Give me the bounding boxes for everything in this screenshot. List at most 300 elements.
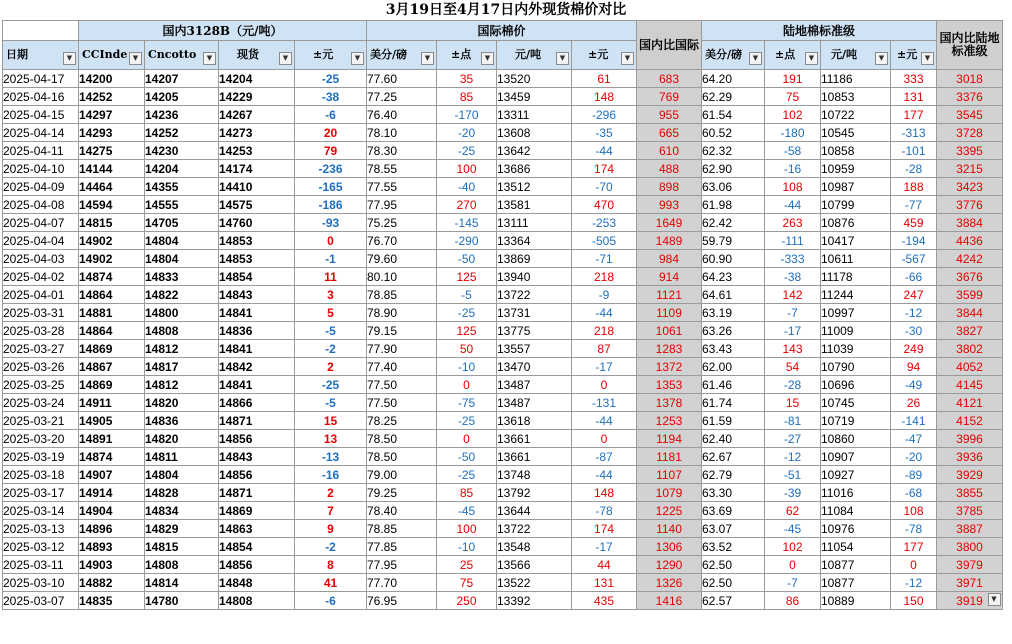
cncotton-cell[interactable]: 14252 <box>145 124 219 142</box>
pm-yuan-3-cell[interactable]: -567 <box>891 250 937 268</box>
pm-pt-cell[interactable]: 0 <box>437 430 497 448</box>
pm-pt-2-cell[interactable]: -38 <box>765 268 821 286</box>
pm-yuan-cell[interactable]: -5 <box>295 394 367 412</box>
pm-yuan-3-cell[interactable]: -194 <box>891 232 937 250</box>
pm-pt-cell[interactable]: -10 <box>437 538 497 556</box>
yuan-ton-cell[interactable]: 13548 <box>497 538 572 556</box>
date-cell[interactable]: 2025-03-07 <box>3 592 79 610</box>
cmp-inland-cell[interactable]: 3919 <box>937 592 1003 610</box>
pm-yuan-cell[interactable]: -5 <box>295 322 367 340</box>
cmp-inland-cell[interactable]: 3776 <box>937 196 1003 214</box>
yuan-ton-cell[interactable]: 13661 <box>497 430 572 448</box>
pm-yuan-3-cell[interactable]: -101 <box>891 142 937 160</box>
pm-yuan-cell[interactable]: 5 <box>295 304 367 322</box>
cncotton-cell[interactable]: 14822 <box>145 286 219 304</box>
usc-lb-cell[interactable]: 76.95 <box>367 592 437 610</box>
pm-yuan-3-cell[interactable]: -12 <box>891 304 937 322</box>
cmp-inland-cell[interactable]: 3996 <box>937 430 1003 448</box>
spot-cell[interactable]: 14760 <box>219 214 295 232</box>
usc-lb-2-cell[interactable]: 61.74 <box>702 394 765 412</box>
header-usc-lb[interactable]: 美分/磅 ▼ <box>367 41 437 70</box>
pm-yuan-cell[interactable]: -16 <box>295 466 367 484</box>
spot-cell[interactable]: 14848 <box>219 574 295 592</box>
cncotton-cell[interactable]: 14804 <box>145 466 219 484</box>
pm-pt-2-cell[interactable]: 143 <box>765 340 821 358</box>
pm-pt-cell[interactable]: -170 <box>437 106 497 124</box>
ccindex-cell[interactable]: 14905 <box>79 412 145 430</box>
spot-cell[interactable]: 14856 <box>219 556 295 574</box>
date-cell[interactable]: 2025-04-01 <box>3 286 79 304</box>
pm-yuan-2-cell[interactable]: 131 <box>572 574 637 592</box>
yuan-ton-cell[interactable]: 13581 <box>497 196 572 214</box>
ccindex-cell[interactable]: 14200 <box>79 70 145 88</box>
pm-pt-2-cell[interactable]: -7 <box>765 304 821 322</box>
header-pm-yuan-2[interactable]: ±元 ▼ <box>572 41 637 70</box>
ccindex-cell[interactable]: 14882 <box>79 574 145 592</box>
pm-yuan-cell[interactable]: 2 <box>295 484 367 502</box>
spot-cell[interactable]: 14575 <box>219 196 295 214</box>
usc-lb-cell[interactable]: 78.25 <box>367 412 437 430</box>
yuan-ton-cell[interactable]: 13557 <box>497 340 572 358</box>
pm-yuan-2-cell[interactable]: -9 <box>572 286 637 304</box>
yuan-ton-2-cell[interactable]: 10745 <box>821 394 891 412</box>
cmp-inland-cell[interactable]: 3827 <box>937 322 1003 340</box>
pm-yuan-2-cell[interactable]: -78 <box>572 502 637 520</box>
filter-dropdown-icon[interactable]: ▼ <box>621 52 634 65</box>
cmp-inland-cell[interactable]: 4052 <box>937 358 1003 376</box>
date-cell[interactable]: 2025-04-03 <box>3 250 79 268</box>
date-cell[interactable]: 2025-03-21 <box>3 412 79 430</box>
ccindex-cell[interactable]: 14864 <box>79 322 145 340</box>
header-spot[interactable]: 现货 ▼ <box>219 41 295 70</box>
pm-yuan-3-cell[interactable]: -47 <box>891 430 937 448</box>
yuan-ton-2-cell[interactable]: 10696 <box>821 376 891 394</box>
pm-pt-2-cell[interactable]: -12 <box>765 448 821 466</box>
yuan-ton-cell[interactable]: 13722 <box>497 520 572 538</box>
pm-pt-2-cell[interactable]: 263 <box>765 214 821 232</box>
pm-pt-cell[interactable]: -290 <box>437 232 497 250</box>
spot-cell[interactable]: 14842 <box>219 358 295 376</box>
date-cell[interactable]: 2025-03-24 <box>3 394 79 412</box>
cncotton-cell[interactable]: 14230 <box>145 142 219 160</box>
yuan-ton-2-cell[interactable]: 10877 <box>821 556 891 574</box>
pm-pt-2-cell[interactable]: 54 <box>765 358 821 376</box>
header-yuan-ton[interactable]: 元/吨 ▼ <box>497 41 572 70</box>
filter-dropdown-icon[interactable]: ▼ <box>421 52 434 65</box>
yuan-ton-2-cell[interactable]: 10790 <box>821 358 891 376</box>
usc-lb-cell[interactable]: 77.50 <box>367 394 437 412</box>
header-usc-lb-2[interactable]: 美分/磅 ▼ <box>702 41 765 70</box>
spot-cell[interactable]: 14267 <box>219 106 295 124</box>
pm-yuan-cell[interactable]: -236 <box>295 160 367 178</box>
usc-lb-cell[interactable]: 78.40 <box>367 502 437 520</box>
cmp-intl-cell[interactable]: 1181 <box>637 448 702 466</box>
filter-dropdown-icon[interactable]: ▼ <box>875 52 888 65</box>
yuan-ton-cell[interactable]: 13487 <box>497 394 572 412</box>
usc-lb-cell[interactable]: 77.90 <box>367 340 437 358</box>
cmp-intl-cell[interactable]: 665 <box>637 124 702 142</box>
ccindex-cell[interactable]: 14293 <box>79 124 145 142</box>
usc-lb-cell[interactable]: 78.50 <box>367 430 437 448</box>
cncotton-cell[interactable]: 14834 <box>145 502 219 520</box>
cmp-intl-cell[interactable]: 1121 <box>637 286 702 304</box>
usc-lb-cell[interactable]: 76.40 <box>367 106 437 124</box>
ccindex-cell[interactable]: 14869 <box>79 340 145 358</box>
ccindex-cell[interactable]: 14904 <box>79 502 145 520</box>
ccindex-cell[interactable]: 14297 <box>79 106 145 124</box>
pm-pt-2-cell[interactable]: -7 <box>765 574 821 592</box>
usc-lb-cell[interactable]: 75.25 <box>367 214 437 232</box>
pm-yuan-2-cell[interactable]: 148 <box>572 88 637 106</box>
usc-lb-cell[interactable]: 77.95 <box>367 556 437 574</box>
pm-yuan-3-cell[interactable]: -12 <box>891 574 937 592</box>
pm-pt-cell[interactable]: 0 <box>437 376 497 394</box>
pm-yuan-cell[interactable]: -13 <box>295 448 367 466</box>
cmp-inland-cell[interactable]: 3979 <box>937 556 1003 574</box>
cmp-intl-cell[interactable]: 955 <box>637 106 702 124</box>
spot-cell[interactable]: 14204 <box>219 70 295 88</box>
pm-yuan-cell[interactable]: 13 <box>295 430 367 448</box>
usc-lb-2-cell[interactable]: 62.00 <box>702 358 765 376</box>
yuan-ton-2-cell[interactable]: 10959 <box>821 160 891 178</box>
usc-lb-2-cell[interactable]: 60.52 <box>702 124 765 142</box>
pm-pt-cell[interactable]: 250 <box>437 592 497 610</box>
yuan-ton-cell[interactable]: 13522 <box>497 574 572 592</box>
pm-pt-2-cell[interactable]: 102 <box>765 106 821 124</box>
usc-lb-cell[interactable]: 78.50 <box>367 448 437 466</box>
filter-dropdown-icon[interactable]: ▼ <box>129 52 142 65</box>
spot-cell[interactable]: 14843 <box>219 448 295 466</box>
pm-yuan-2-cell[interactable]: 0 <box>572 430 637 448</box>
pm-yuan-cell[interactable]: -6 <box>295 592 367 610</box>
usc-lb-2-cell[interactable]: 61.54 <box>702 106 765 124</box>
cmp-inland-cell[interactable]: 3395 <box>937 142 1003 160</box>
usc-lb-cell[interactable]: 79.25 <box>367 484 437 502</box>
cncotton-cell[interactable]: 14800 <box>145 304 219 322</box>
pm-yuan-2-cell[interactable]: -17 <box>572 358 637 376</box>
pm-pt-cell[interactable]: 85 <box>437 88 497 106</box>
date-cell[interactable]: 2025-04-17 <box>3 70 79 88</box>
pm-yuan-cell[interactable]: 20 <box>295 124 367 142</box>
usc-lb-cell[interactable]: 77.55 <box>367 178 437 196</box>
date-cell[interactable]: 2025-03-18 <box>3 466 79 484</box>
cmp-inland-cell[interactable]: 3676 <box>937 268 1003 286</box>
pm-pt-2-cell[interactable]: -39 <box>765 484 821 502</box>
yuan-ton-cell[interactable]: 13566 <box>497 556 572 574</box>
usc-lb-2-cell[interactable]: 62.79 <box>702 466 765 484</box>
pm-pt-2-cell[interactable]: 108 <box>765 178 821 196</box>
cncotton-cell[interactable]: 14812 <box>145 376 219 394</box>
pm-yuan-3-cell[interactable]: -20 <box>891 448 937 466</box>
yuan-ton-cell[interactable]: 13792 <box>497 484 572 502</box>
pm-pt-2-cell[interactable]: -44 <box>765 196 821 214</box>
yuan-ton-2-cell[interactable]: 11039 <box>821 340 891 358</box>
ccindex-cell[interactable]: 14907 <box>79 466 145 484</box>
spot-cell[interactable]: 14854 <box>219 268 295 286</box>
cmp-intl-cell[interactable]: 1306 <box>637 538 702 556</box>
date-cell[interactable]: 2025-04-04 <box>3 232 79 250</box>
usc-lb-cell[interactable]: 77.60 <box>367 70 437 88</box>
pm-yuan-cell[interactable]: 11 <box>295 268 367 286</box>
pm-yuan-3-cell[interactable]: 177 <box>891 538 937 556</box>
usc-lb-2-cell[interactable]: 64.20 <box>702 70 765 88</box>
header-cmp-inland[interactable]: 国内比陆地标准级 <box>937 21 1003 70</box>
usc-lb-2-cell[interactable]: 61.59 <box>702 412 765 430</box>
yuan-ton-cell[interactable]: 13940 <box>497 268 572 286</box>
header-cmp-intl[interactable]: 国内比国际 ▼ <box>637 21 702 70</box>
yuan-ton-2-cell[interactable]: 10877 <box>821 574 891 592</box>
yuan-ton-cell[interactable]: 13618 <box>497 412 572 430</box>
pm-yuan-cell[interactable]: -25 <box>295 70 367 88</box>
cncotton-cell[interactable]: 14812 <box>145 340 219 358</box>
ccindex-cell[interactable]: 14914 <box>79 484 145 502</box>
date-cell[interactable]: 2025-04-14 <box>3 124 79 142</box>
date-cell[interactable]: 2025-04-02 <box>3 268 79 286</box>
usc-lb-2-cell[interactable]: 63.52 <box>702 538 765 556</box>
usc-lb-2-cell[interactable]: 64.23 <box>702 268 765 286</box>
pm-pt-cell[interactable]: 270 <box>437 196 497 214</box>
yuan-ton-cell[interactable]: 13364 <box>497 232 572 250</box>
pm-pt-2-cell[interactable]: 75 <box>765 88 821 106</box>
pm-yuan-3-cell[interactable]: 177 <box>891 106 937 124</box>
cmp-intl-cell[interactable]: 488 <box>637 160 702 178</box>
ccindex-cell[interactable]: 14835 <box>79 592 145 610</box>
filter-dropdown-icon[interactable]: ▼ <box>279 52 292 65</box>
yuan-ton-2-cell[interactable]: 10858 <box>821 142 891 160</box>
usc-lb-2-cell[interactable]: 62.50 <box>702 556 765 574</box>
pm-pt-cell[interactable]: -20 <box>437 124 497 142</box>
pm-yuan-cell[interactable]: -2 <box>295 538 367 556</box>
yuan-ton-cell[interactable]: 13470 <box>497 358 572 376</box>
ccindex-cell[interactable]: 14464 <box>79 178 145 196</box>
date-cell[interactable]: 2025-03-11 <box>3 556 79 574</box>
cmp-intl-cell[interactable]: 898 <box>637 178 702 196</box>
cmp-inland-cell[interactable]: 3018 <box>937 70 1003 88</box>
pm-pt-cell[interactable]: -25 <box>437 412 497 430</box>
yuan-ton-cell[interactable]: 13512 <box>497 178 572 196</box>
yuan-ton-cell[interactable]: 13686 <box>497 160 572 178</box>
pm-yuan-2-cell[interactable]: -70 <box>572 178 637 196</box>
yuan-ton-2-cell[interactable]: 11084 <box>821 502 891 520</box>
pm-yuan-3-cell[interactable]: -141 <box>891 412 937 430</box>
usc-lb-cell[interactable]: 78.85 <box>367 520 437 538</box>
pm-yuan-cell[interactable]: 79 <box>295 142 367 160</box>
header-pm-yuan[interactable]: ±元 ▼ <box>295 41 367 70</box>
pm-pt-2-cell[interactable]: 0 <box>765 556 821 574</box>
pm-pt-cell[interactable]: 75 <box>437 574 497 592</box>
pm-yuan-3-cell[interactable]: 459 <box>891 214 937 232</box>
pm-yuan-2-cell[interactable]: -253 <box>572 214 637 232</box>
usc-lb-2-cell[interactable]: 62.57 <box>702 592 765 610</box>
pm-pt-cell[interactable]: 50 <box>437 340 497 358</box>
cncotton-cell[interactable]: 14236 <box>145 106 219 124</box>
pm-yuan-3-cell[interactable]: -66 <box>891 268 937 286</box>
ccindex-cell[interactable]: 14867 <box>79 358 145 376</box>
cncotton-cell[interactable]: 14814 <box>145 574 219 592</box>
pm-pt-2-cell[interactable]: 102 <box>765 538 821 556</box>
usc-lb-cell[interactable]: 79.15 <box>367 322 437 340</box>
cmp-inland-cell[interactable]: 3376 <box>937 88 1003 106</box>
usc-lb-2-cell[interactable]: 61.46 <box>702 376 765 394</box>
date-cell[interactable]: 2025-04-10 <box>3 160 79 178</box>
cmp-inland-cell[interactable]: 3800 <box>937 538 1003 556</box>
cmp-intl-cell[interactable]: 1649 <box>637 214 702 232</box>
cmp-intl-cell[interactable]: 1109 <box>637 304 702 322</box>
cncotton-cell[interactable]: 14204 <box>145 160 219 178</box>
usc-lb-2-cell[interactable]: 62.90 <box>702 160 765 178</box>
ccindex-cell[interactable]: 14881 <box>79 304 145 322</box>
pm-yuan-2-cell[interactable]: 218 <box>572 322 637 340</box>
yuan-ton-2-cell[interactable]: 10722 <box>821 106 891 124</box>
spot-cell[interactable]: 14841 <box>219 376 295 394</box>
yuan-ton-cell[interactable]: 13661 <box>497 448 572 466</box>
pm-pt-cell[interactable]: -50 <box>437 250 497 268</box>
cmp-inland-cell[interactable]: 4242 <box>937 250 1003 268</box>
pm-yuan-2-cell[interactable]: -131 <box>572 394 637 412</box>
pm-pt-2-cell[interactable]: 62 <box>765 502 821 520</box>
cmp-inland-cell[interactable]: 3844 <box>937 304 1003 322</box>
ccindex-cell[interactable]: 14874 <box>79 448 145 466</box>
cmp-intl-cell[interactable]: 683 <box>637 70 702 88</box>
cmp-inland-cell[interactable]: 3728 <box>937 124 1003 142</box>
pm-yuan-cell[interactable]: -186 <box>295 196 367 214</box>
cmp-inland-cell[interactable]: 4436 <box>937 232 1003 250</box>
pm-pt-2-cell[interactable]: 191 <box>765 70 821 88</box>
header-pm-pt-2[interactable]: ±点 ▼ <box>765 41 821 70</box>
cncotton-cell[interactable]: 14808 <box>145 556 219 574</box>
ccindex-cell[interactable]: 14144 <box>79 160 145 178</box>
usc-lb-cell[interactable]: 77.85 <box>367 538 437 556</box>
usc-lb-cell[interactable]: 76.70 <box>367 232 437 250</box>
pm-yuan-3-cell[interactable]: -78 <box>891 520 937 538</box>
header-date[interactable]: 日期 ▼ <box>3 41 79 70</box>
cmp-intl-cell[interactable]: 1378 <box>637 394 702 412</box>
date-cell[interactable]: 2025-03-27 <box>3 340 79 358</box>
spot-cell[interactable]: 14869 <box>219 502 295 520</box>
yuan-ton-2-cell[interactable]: 10853 <box>821 88 891 106</box>
pm-pt-cell[interactable]: -40 <box>437 178 497 196</box>
cmp-intl-cell[interactable]: 1079 <box>637 484 702 502</box>
spot-cell[interactable]: 14853 <box>219 232 295 250</box>
usc-lb-cell[interactable]: 78.30 <box>367 142 437 160</box>
pm-pt-2-cell[interactable]: -180 <box>765 124 821 142</box>
pm-pt-2-cell[interactable]: -45 <box>765 520 821 538</box>
filter-dropdown-icon[interactable]: ▼ <box>921 52 934 65</box>
usc-lb-2-cell[interactable]: 60.90 <box>702 250 765 268</box>
ccindex-cell[interactable]: 14815 <box>79 214 145 232</box>
cmp-inland-cell[interactable]: 3887 <box>937 520 1003 538</box>
yuan-ton-cell[interactable]: 13392 <box>497 592 572 610</box>
usc-lb-2-cell[interactable]: 63.07 <box>702 520 765 538</box>
yuan-ton-cell[interactable]: 13459 <box>497 88 572 106</box>
cmp-inland-cell[interactable]: 3215 <box>937 160 1003 178</box>
pm-yuan-3-cell[interactable]: -28 <box>891 160 937 178</box>
usc-lb-cell[interactable]: 80.10 <box>367 268 437 286</box>
usc-lb-2-cell[interactable]: 63.26 <box>702 322 765 340</box>
date-cell[interactable]: 2025-04-15 <box>3 106 79 124</box>
pm-pt-cell[interactable]: -10 <box>437 358 497 376</box>
date-cell[interactable]: 2025-03-25 <box>3 376 79 394</box>
ccindex-cell[interactable]: 14903 <box>79 556 145 574</box>
usc-lb-cell[interactable]: 78.90 <box>367 304 437 322</box>
pm-yuan-cell[interactable]: 41 <box>295 574 367 592</box>
date-cell[interactable]: 2025-04-09 <box>3 178 79 196</box>
yuan-ton-2-cell[interactable]: 10545 <box>821 124 891 142</box>
pm-yuan-3-cell[interactable]: -77 <box>891 196 937 214</box>
ccindex-cell[interactable]: 14275 <box>79 142 145 160</box>
cmp-inland-cell[interactable]: 3884 <box>937 214 1003 232</box>
pm-yuan-2-cell[interactable]: 174 <box>572 160 637 178</box>
cmp-intl-cell[interactable]: 914 <box>637 268 702 286</box>
pm-yuan-cell[interactable]: 3 <box>295 286 367 304</box>
pm-yuan-cell[interactable]: -2 <box>295 340 367 358</box>
ccindex-cell[interactable]: 14896 <box>79 520 145 538</box>
pm-pt-2-cell[interactable]: 86 <box>765 592 821 610</box>
ccindex-cell[interactable]: 14911 <box>79 394 145 412</box>
pm-yuan-cell[interactable]: 15 <box>295 412 367 430</box>
yuan-ton-2-cell[interactable]: 10927 <box>821 466 891 484</box>
yuan-ton-cell[interactable]: 13642 <box>497 142 572 160</box>
spot-cell[interactable]: 14841 <box>219 340 295 358</box>
usc-lb-cell[interactable]: 78.10 <box>367 124 437 142</box>
cncotton-cell[interactable]: 14355 <box>145 178 219 196</box>
ccindex-cell[interactable]: 14594 <box>79 196 145 214</box>
pm-yuan-2-cell[interactable]: -44 <box>572 466 637 484</box>
yuan-ton-2-cell[interactable]: 11244 <box>821 286 891 304</box>
pm-yuan-3-cell[interactable]: -313 <box>891 124 937 142</box>
cmp-inland-cell[interactable]: 3423 <box>937 178 1003 196</box>
pm-yuan-2-cell[interactable]: 61 <box>572 70 637 88</box>
usc-lb-2-cell[interactable]: 62.32 <box>702 142 765 160</box>
pm-yuan-3-cell[interactable]: -89 <box>891 466 937 484</box>
spot-cell[interactable]: 14836 <box>219 322 295 340</box>
date-cell[interactable]: 2025-04-08 <box>3 196 79 214</box>
pm-yuan-3-cell[interactable]: 188 <box>891 178 937 196</box>
yuan-ton-cell[interactable]: 13644 <box>497 502 572 520</box>
cmp-inland-cell[interactable]: 3855 <box>937 484 1003 502</box>
pm-pt-2-cell[interactable]: 142 <box>765 286 821 304</box>
pm-yuan-2-cell[interactable]: -35 <box>572 124 637 142</box>
filter-dropdown-icon[interactable]: ▼ <box>805 52 818 65</box>
pm-pt-cell[interactable]: -25 <box>437 466 497 484</box>
cmp-inland-cell[interactable]: 3599 <box>937 286 1003 304</box>
date-cell[interactable]: 2025-03-19 <box>3 448 79 466</box>
spot-cell[interactable]: 14841 <box>219 304 295 322</box>
pm-yuan-3-cell[interactable]: 249 <box>891 340 937 358</box>
spot-cell[interactable]: 14854 <box>219 538 295 556</box>
ccindex-cell[interactable]: 14893 <box>79 538 145 556</box>
cmp-intl-cell[interactable]: 1283 <box>637 340 702 358</box>
pm-pt-cell[interactable]: 100 <box>437 520 497 538</box>
pm-yuan-2-cell[interactable]: -17 <box>572 538 637 556</box>
yuan-ton-2-cell[interactable]: 10719 <box>821 412 891 430</box>
spot-cell[interactable]: 14871 <box>219 484 295 502</box>
pm-pt-cell[interactable]: 125 <box>437 268 497 286</box>
cncotton-cell[interactable]: 14820 <box>145 430 219 448</box>
cncotton-cell[interactable]: 14808 <box>145 322 219 340</box>
yuan-ton-2-cell[interactable]: 10987 <box>821 178 891 196</box>
pm-yuan-3-cell[interactable]: 94 <box>891 358 937 376</box>
pm-pt-2-cell[interactable]: -333 <box>765 250 821 268</box>
spot-cell[interactable]: 14253 <box>219 142 295 160</box>
pm-yuan-2-cell[interactable]: 44 <box>572 556 637 574</box>
cmp-inland-cell[interactable]: 4145 <box>937 376 1003 394</box>
yuan-ton-cell[interactable]: 13722 <box>497 286 572 304</box>
yuan-ton-2-cell[interactable]: 11054 <box>821 538 891 556</box>
usc-lb-cell[interactable]: 79.60 <box>367 250 437 268</box>
pm-pt-cell[interactable]: 35 <box>437 70 497 88</box>
pm-pt-cell[interactable]: -45 <box>437 502 497 520</box>
